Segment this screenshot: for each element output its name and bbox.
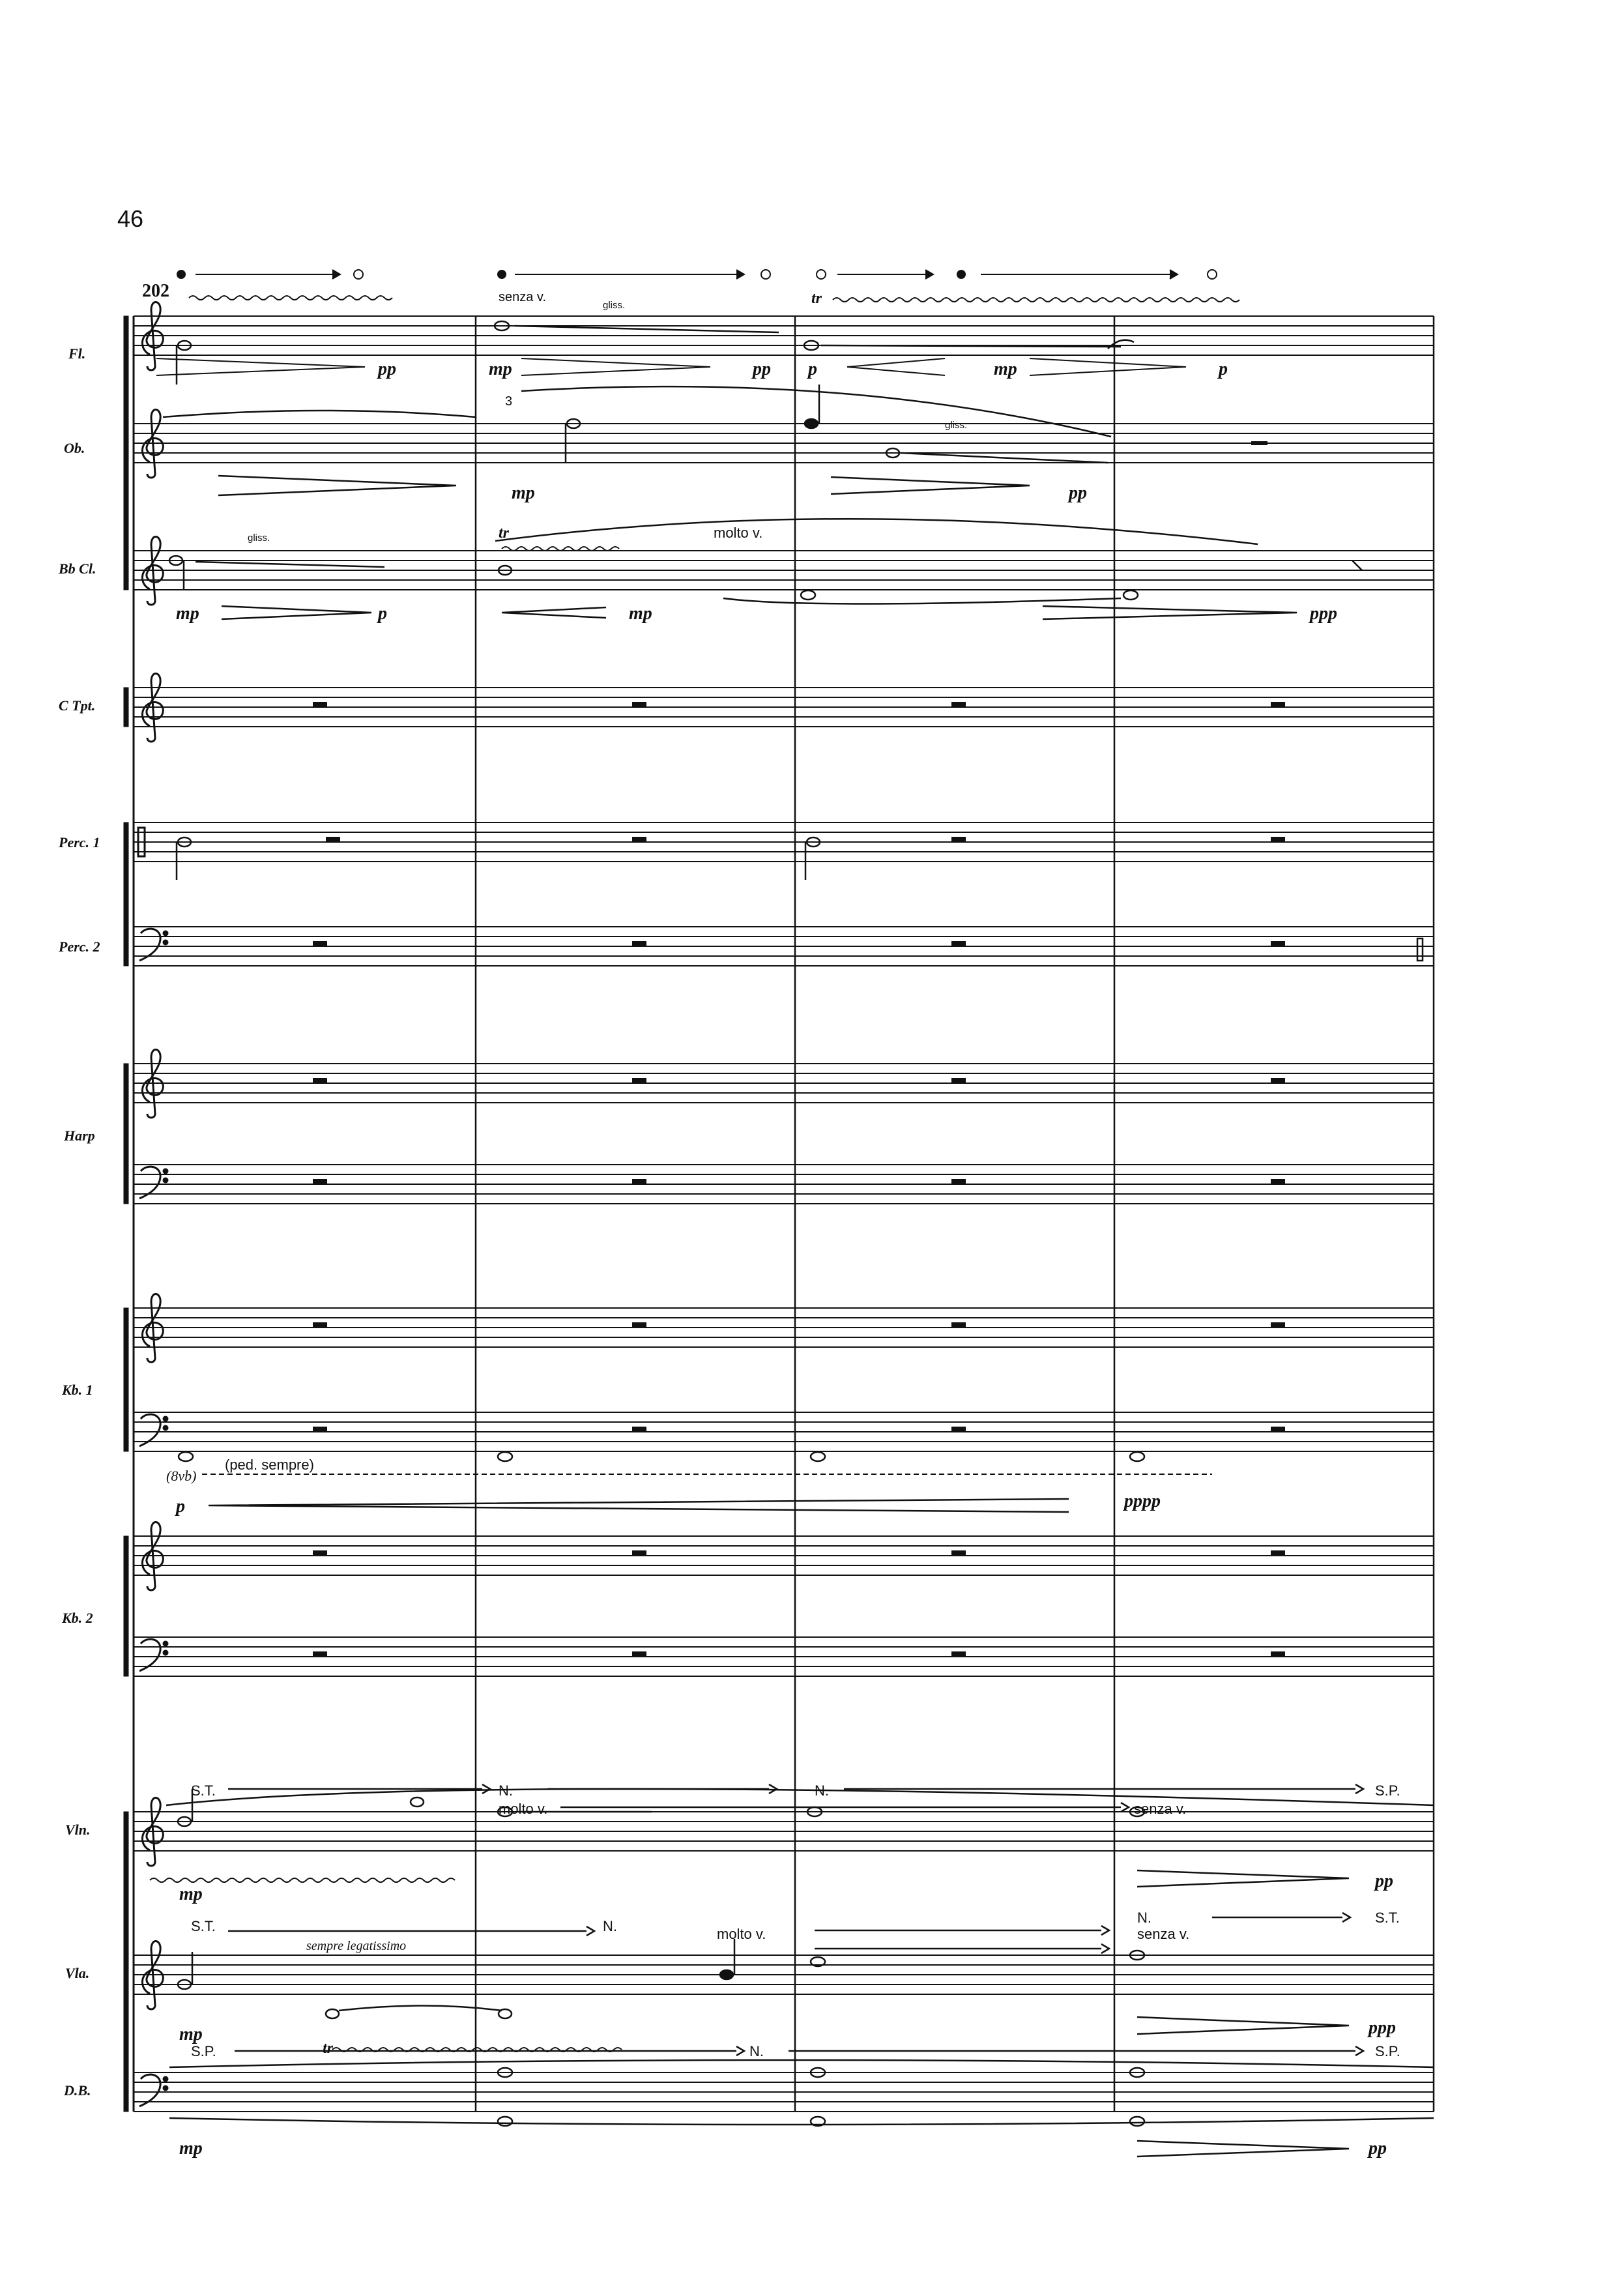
staff-perc2	[134, 927, 1434, 966]
vln-n2: N.	[815, 1782, 829, 1799]
vln-dyn-mp: mp	[179, 1884, 203, 1904]
vla-trill: tr	[323, 2040, 334, 2057]
vln-notes	[166, 1784, 1434, 1887]
label-vln: Vln.	[65, 1822, 91, 1838]
label-perc1: Perc. 1	[59, 834, 100, 850]
staff-kb1-treble	[134, 1308, 1434, 1347]
fl-dyn-p-1: p	[808, 359, 817, 379]
kb1-ottava: (8vb)	[166, 1468, 197, 1484]
measure-number: 202	[142, 281, 169, 301]
bbcl-dyn-mp-2: mp	[629, 603, 652, 624]
db-sp: S.P.	[191, 2043, 216, 2059]
fl-hairpins	[156, 358, 1186, 375]
page-number: 46	[117, 205, 144, 232]
kb1-dyn-p: p	[176, 1496, 185, 1517]
label-vla: Vla.	[65, 1965, 90, 1981]
staff-kb2-bass	[134, 1637, 1434, 1676]
bbcl-gliss: gliss.	[248, 532, 270, 544]
embouchure-indicators	[177, 270, 1217, 279]
label-ctpt: C Tpt.	[59, 697, 96, 714]
bbcl-dyn-mp: mp	[176, 603, 199, 624]
db-dyn-mp: mp	[179, 2138, 203, 2158]
fl-trill: tr	[811, 290, 822, 307]
bbcl-notes	[169, 519, 1362, 619]
vln-senza-v: senza v.	[1134, 1801, 1187, 1817]
vla-st: S.T.	[191, 1918, 216, 1934]
perc-notes	[177, 837, 1423, 961]
ob-notes	[163, 385, 1267, 495]
staff-vln	[134, 1812, 1434, 1851]
vla-n2: N.	[1137, 1910, 1151, 1926]
fl-dyn-pp-2: pp	[753, 359, 771, 379]
label-bbcl: Bb Cl.	[59, 560, 96, 577]
staff-vla	[134, 1955, 1434, 1994]
vla-molto-v: molto v.	[717, 1926, 766, 1942]
staff-fl	[134, 316, 1434, 355]
db-dyn-pp: pp	[1369, 2138, 1387, 2158]
db-n: N.	[749, 2043, 764, 2059]
vla-st-2: S.T.	[1375, 1910, 1400, 1926]
label-perc2: Perc. 2	[59, 938, 100, 955]
staff-kb1-bass	[134, 1412, 1434, 1451]
ob-triplet: 3	[505, 394, 513, 409]
vla-senza-v: senza v.	[1137, 1926, 1190, 1942]
label-ob: Ob.	[64, 440, 85, 456]
fl-senza-v: senza v.	[499, 290, 546, 304]
staff-ob	[134, 424, 1434, 463]
fl-gliss: gliss.	[603, 300, 626, 311]
staff-ctpt	[134, 688, 1434, 727]
system-brackets	[124, 316, 134, 2112]
db-sp-2: S.P.	[1375, 2043, 1400, 2059]
whole-rests	[313, 702, 1285, 1657]
staff-db	[134, 2072, 1434, 2112]
fl-dyn-mp-2: mp	[994, 359, 1017, 379]
vln-dyn-pp: pp	[1375, 1871, 1393, 1891]
vla-dyn-ppp: ppp	[1369, 2018, 1396, 2038]
fl-dyn-pp-1: pp	[378, 359, 396, 379]
bbcl-dyn-p: p	[378, 603, 387, 624]
label-fl: Fl.	[68, 345, 86, 362]
fl-notes	[177, 321, 1134, 385]
instrument-labels	[58, 345, 100, 2099]
fl-dyn-mp: mp	[489, 359, 512, 379]
ob-dyn-mp: mp	[512, 483, 535, 503]
bbcl-molto-v: molto v.	[714, 525, 763, 541]
kb1-dyn-pppp: pppp	[1124, 1491, 1161, 1511]
staff-harp-treble	[134, 1064, 1434, 1103]
kb1-ped: (ped. sempre)	[225, 1457, 314, 1473]
kb1-notes	[179, 1452, 1212, 1512]
label-harp: Harp	[64, 1127, 95, 1144]
bass-clef-icon	[139, 929, 167, 2106]
staff-harp-bass	[134, 1165, 1434, 1204]
fl-dyn-p-2: p	[1219, 359, 1228, 379]
vln-molto-v: molto v.	[499, 1801, 548, 1817]
treble-clef-icon	[142, 302, 163, 2009]
vln-n1: N.	[499, 1782, 513, 1799]
vla-n: N.	[603, 1918, 617, 1934]
bbcl-trill: tr	[499, 525, 510, 542]
ob-gliss: gliss.	[945, 420, 968, 431]
staff-bbcl	[134, 551, 1434, 590]
ob-dyn-pp: pp	[1069, 483, 1087, 503]
vln-sp: S.P.	[1375, 1782, 1400, 1799]
vla-sempre-leg: sempre legatissimo	[306, 1939, 407, 1953]
label-kb1: Kb. 1	[62, 1382, 93, 1398]
barlines	[476, 316, 1434, 2112]
vln-st: S.T.	[191, 1782, 216, 1799]
label-db: D.B.	[64, 2082, 91, 2099]
vla-dyn-mp: mp	[179, 2024, 203, 2044]
bbcl-dyn-ppp: ppp	[1310, 603, 1337, 624]
label-kb2: Kb. 2	[62, 1610, 93, 1626]
staff-kb2-treble	[134, 1536, 1434, 1575]
